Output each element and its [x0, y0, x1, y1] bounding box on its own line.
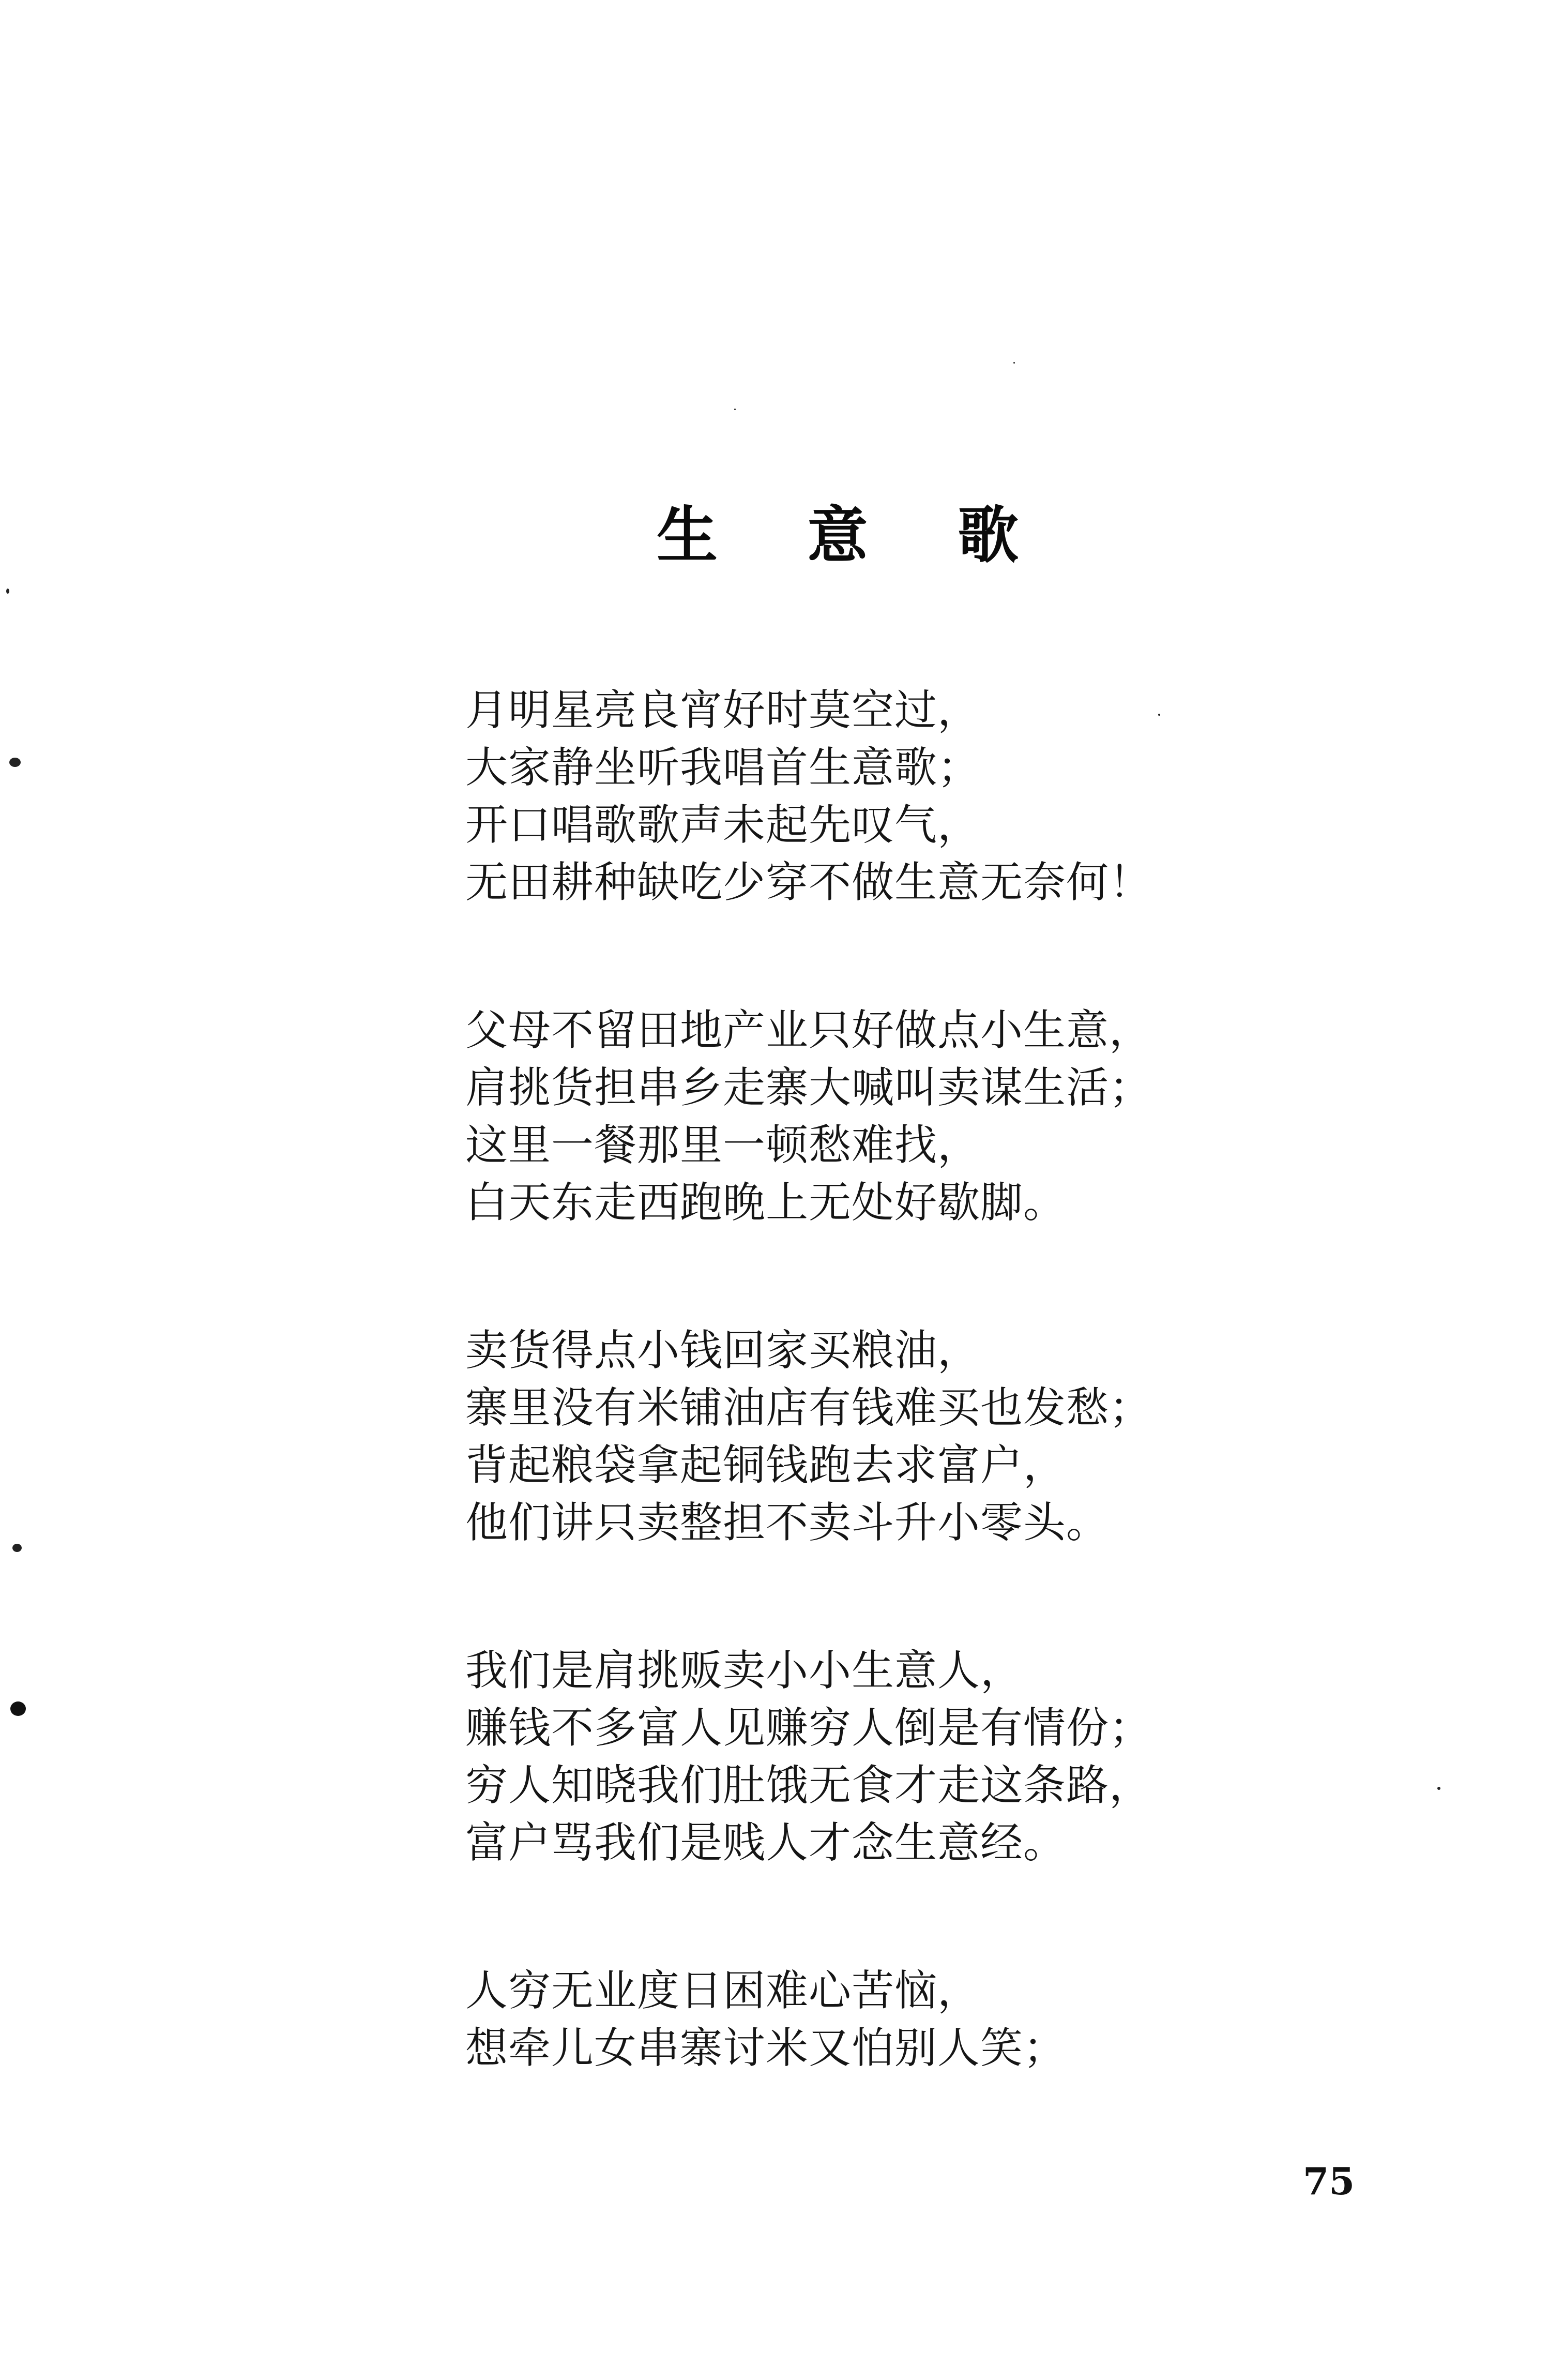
stanza-3	[465, 1322, 1241, 1551]
scan-speck	[9, 758, 21, 767]
scan-speck	[1013, 362, 1015, 364]
poem-line: 富户骂我们是贱人才念生意经。	[465, 1818, 1067, 1867]
stanza-2	[465, 1002, 1241, 1231]
poem-line: 开口唱歌歌声未起先叹气，	[465, 801, 981, 850]
poem-line: 寨里没有米铺油店有钱难买也发愁；	[465, 1383, 1152, 1433]
scan-speck	[10, 1701, 26, 1716]
poem-line: 白天东走西跑晚上无处好歇脚。	[465, 1178, 1067, 1227]
title-char-1: 生	[657, 500, 718, 571]
poem-line: 他们讲只卖整担不卖斗升小零头。	[465, 1498, 1110, 1547]
stanza-4	[465, 1642, 1241, 1872]
poem-line: 无田耕种缺吃少穿不做生意无奈何！	[465, 858, 1152, 907]
stanza-1	[465, 682, 1241, 911]
poem-line: 父母不留田地产业只好做点小生意，	[465, 1006, 1152, 1055]
poem-line: 大家静坐听我唱首生意歌；	[465, 743, 981, 792]
page-number: 75	[1303, 2159, 1355, 2203]
scan-speck	[12, 1544, 22, 1552]
poem-title	[657, 496, 1019, 571]
scan-speck	[1437, 1787, 1440, 1790]
poem-line: 月明星亮良宵好时莫空过，	[465, 686, 981, 735]
poem-body	[465, 682, 1241, 2167]
scan-speck	[6, 589, 9, 594]
scan-speck	[734, 409, 736, 410]
poem-line: 人穷无业度日困难心苦恼，	[465, 1966, 981, 2015]
poem-line: 肩挑货担串乡走寨大喊叫卖谋生活；	[465, 1063, 1152, 1112]
poem-line: 赚钱不多富人见赚穷人倒是有情份；	[465, 1704, 1152, 1753]
poem-line: 想牵儿女串寨讨米又怕别人笑；	[465, 2024, 1067, 2073]
title-char-2: 意	[807, 500, 868, 571]
poem-line: 穷人知晓我们肚饿无食才走这条路，	[465, 1761, 1152, 1810]
poem-line: 这里一餐那里一顿愁难找，	[465, 1121, 981, 1170]
scan-speck	[1158, 714, 1160, 716]
stanza-5	[465, 1962, 1241, 2077]
poem-line: 卖货得点小钱回家买粮油，	[465, 1326, 981, 1375]
title-char-3: 歌	[957, 500, 1019, 571]
poem-line: 我们是肩挑贩卖小小生意人，	[465, 1646, 1024, 1695]
poem-line: 背起粮袋拿起铜钱跑去求富户，	[465, 1441, 1067, 1490]
